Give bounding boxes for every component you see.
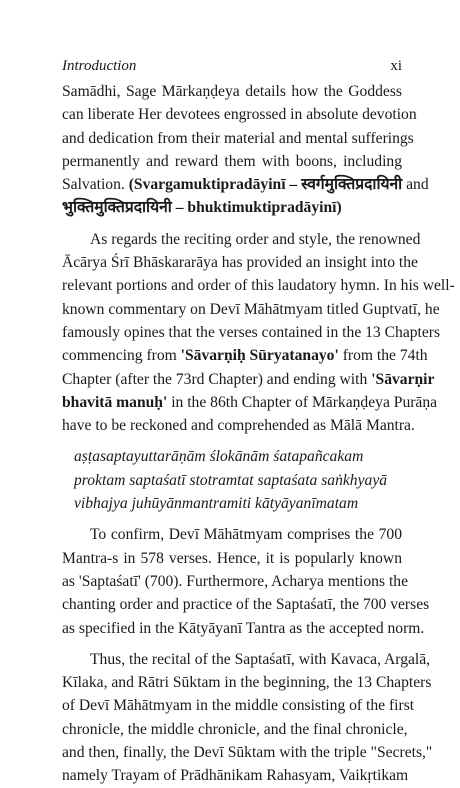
text-line: as 'Saptaśatī' (700). Furthermore, Acharya mentions the (62, 572, 408, 590)
text-line: relevant portions and order of this laudatory hymn. In his well- (62, 277, 455, 295)
text-line: chronicle, the middle chronicle, and the final chronicle, (62, 720, 408, 738)
paragraph-confirm (62, 523, 430, 639)
text-run: Chapter (after the 73rd Chapter) and ending with (62, 370, 372, 388)
text-line: Kīlaka, and Rātri Sūktam in the beginning, the 13 Chapters (62, 674, 432, 692)
bold-term: 'Sāvarṇir (371, 370, 435, 388)
page-number: xi (390, 58, 402, 74)
text-line: Samādhi, Sage Mārkaṇḍeya details how the Goddess (62, 83, 402, 100)
sanskrit-verse (62, 445, 402, 515)
text-line: can liberate Her devotees engrossed in absolute devotion (62, 106, 417, 124)
text-line: of Devī Māhātmyam in the middle consisting of the first (62, 697, 415, 715)
text-run: from the 74th (338, 347, 428, 365)
page-body (62, 80, 455, 788)
text-line: Mantra-s in 578 verses. Hence, it is popularly known (62, 549, 402, 567)
verse-line: vibhajya juhūyānmantramiti kātyāyanīmatam (74, 495, 359, 513)
text-run: and (402, 176, 429, 194)
text-line (62, 173, 429, 196)
paragraph-reciting-order (62, 228, 455, 438)
text-line: chanting order and practice of the Saptaśatī, the 700 verses (62, 596, 430, 614)
paragraph-recital (62, 648, 433, 788)
text-line (62, 391, 438, 414)
running-header (62, 58, 402, 75)
text-line: have to be reckoned and comprehended as Mālā Mantra. (62, 417, 415, 435)
text-line: famously opines that the verses contained in the 13 Chapters (62, 323, 441, 341)
text-run: Salvation. (62, 176, 129, 194)
text-line: permanently and reward them with boons, including (62, 152, 402, 170)
text-line: To confirm, Devī Māhātmyam comprises the 700 (90, 526, 402, 544)
text-line (62, 368, 435, 391)
text-line: Ācārya Śrī Bhāskararāya has provided an insight into the (62, 254, 418, 272)
bold-term: 'Sāvarṇiḥ Sūryatanayo' (180, 347, 339, 365)
text-line: Thus, the recital of the Saptaśatī, with Kavaca, Argalā, (90, 650, 431, 668)
text-run: in the 86th Chapter of Mārkaṇḍeya Purāṇa (167, 393, 438, 411)
bold-term: भुक्तिमुक्तिप्रदायिनी – bhuktimuktipradāyinī) (62, 199, 342, 217)
text-line (62, 196, 402, 219)
text-line (62, 344, 428, 367)
text-run: commencing from (62, 347, 181, 365)
paragraph-salvation (62, 80, 429, 220)
text-line: namely Trayam of Prādhānikam Rahasyam, Vaikṛtikam (62, 767, 409, 785)
running-title: Introduction (62, 58, 137, 74)
text-line: as specified in the Kātyāyanī Tantra as the accepted norm. (62, 619, 425, 637)
text-line: and dedication from their material and mental sufferings (62, 129, 414, 147)
text-line: As regards the reciting order and style, the renowned (90, 230, 421, 248)
text-line: and then, finally, the Devī Sūktam with the triple "Secrets," (62, 744, 433, 762)
bold-term: bhavitā manuḥ' (62, 393, 168, 411)
verse-line: proktam saptaśatī stotramtat saptaśata saṅkhyayā (74, 471, 388, 489)
verse-line: aṣṭasaptayuttarāṇām ślokānām śatapañcakam (74, 448, 364, 466)
text-line: known commentary on Devī Māhātmyam titled Guptvatī, he (62, 300, 440, 318)
bold-term: (Svargamuktipradāyinī – स्वर्गमुक्तिप्रदायिनी (128, 176, 403, 194)
